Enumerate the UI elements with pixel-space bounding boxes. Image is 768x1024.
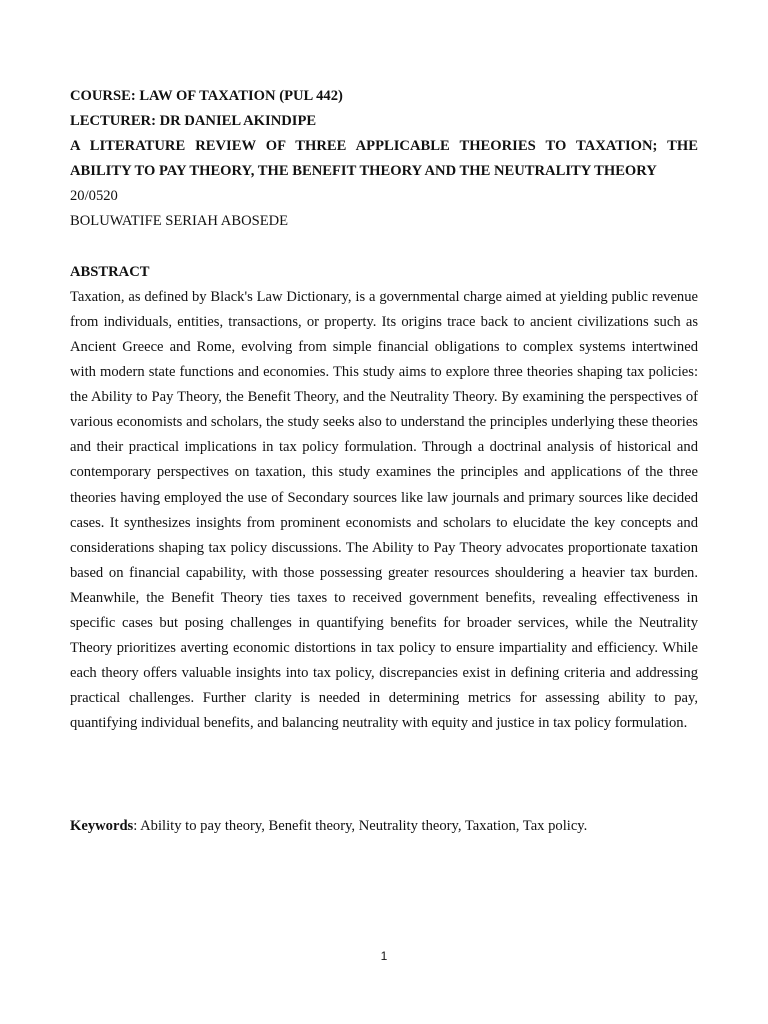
keywords-text: : Ability to pay theory, Benefit theory, Neutrality theory, Taxation, Tax policy. <box>133 818 588 834</box>
section-spacer <box>70 235 698 260</box>
document-content <box>70 84 698 736</box>
author-name: BOLUWATIFE SERIAH ABOSEDE <box>70 213 289 230</box>
document-title: A LITERATURE REVIEW OF THREE APPLICABLE THEORIES TO TAXATION; THE ABILITY TO PAY THEORY, THE BENEFIT THEORY AND THE NEUTRALITY THEORY <box>70 138 698 180</box>
page-number: 1 <box>380 949 388 963</box>
abstract-heading: ABSTRACT <box>70 263 150 280</box>
abstract-body: Taxation, as defined by Black's Law Dictionary, is a governmental charge aimed at yielding public revenue from individuals, entities, transactions, or property. Its origins trace back to ancient civilizations such as Ancient Greece and Rome, evolving from simple financial obligations to complex systems intertwined with modern state functions and economies. This study aims to explore three theories shaping tax policies: the Ability to Pay Theory, the Benefit Theory, and the Neutrality Theory. By examining the perspectives of various economists and scholars, the study seeks also to understand the principles underlying these theories and their practical implications in tax policy formulation. Through a doctrinal analysis of historical and contemporary perspectives on taxation, this study examines the principles and applications of the three theories having employed the use of Secondary sources like law journals and primary sources like decided cases. It synthesizes insights from prominent economists and scholars to elucidate the key concepts and considerations shaping tax policy discussions. The Ability to Pay Theory advocates proportionate taxation based on financial capability, with those possessing greater resources shouldering a heavier tax burden. Meanwhile, the Benefit Theory ties taxes to received government benefits, revealing effectiveness in specific cases but posing challenges in quantifying benefits for broader services, while the Neutrality Theory prioritizes averting economic distortions in tax policy to ensure impartiality and efficiency. While each theory offers valuable insights into tax policy, discrepancies exist in defining criteria and addressing practical challenges. Further clarity is needed in determining metrics for assessing ability to pay, quantifying individual benefits, and balancing neutrality with equity and justice in tax policy formulation. <box>70 288 698 732</box>
keywords-label: Keywords <box>70 818 134 834</box>
lecturer-line: LECTURER: DR DANIEL AKINDIPE <box>70 113 317 130</box>
keywords-line <box>70 814 698 839</box>
matric-number: 20/0520 <box>70 188 118 205</box>
course-line: COURSE: LAW OF TAXATION (PUL 442) <box>70 88 343 104</box>
